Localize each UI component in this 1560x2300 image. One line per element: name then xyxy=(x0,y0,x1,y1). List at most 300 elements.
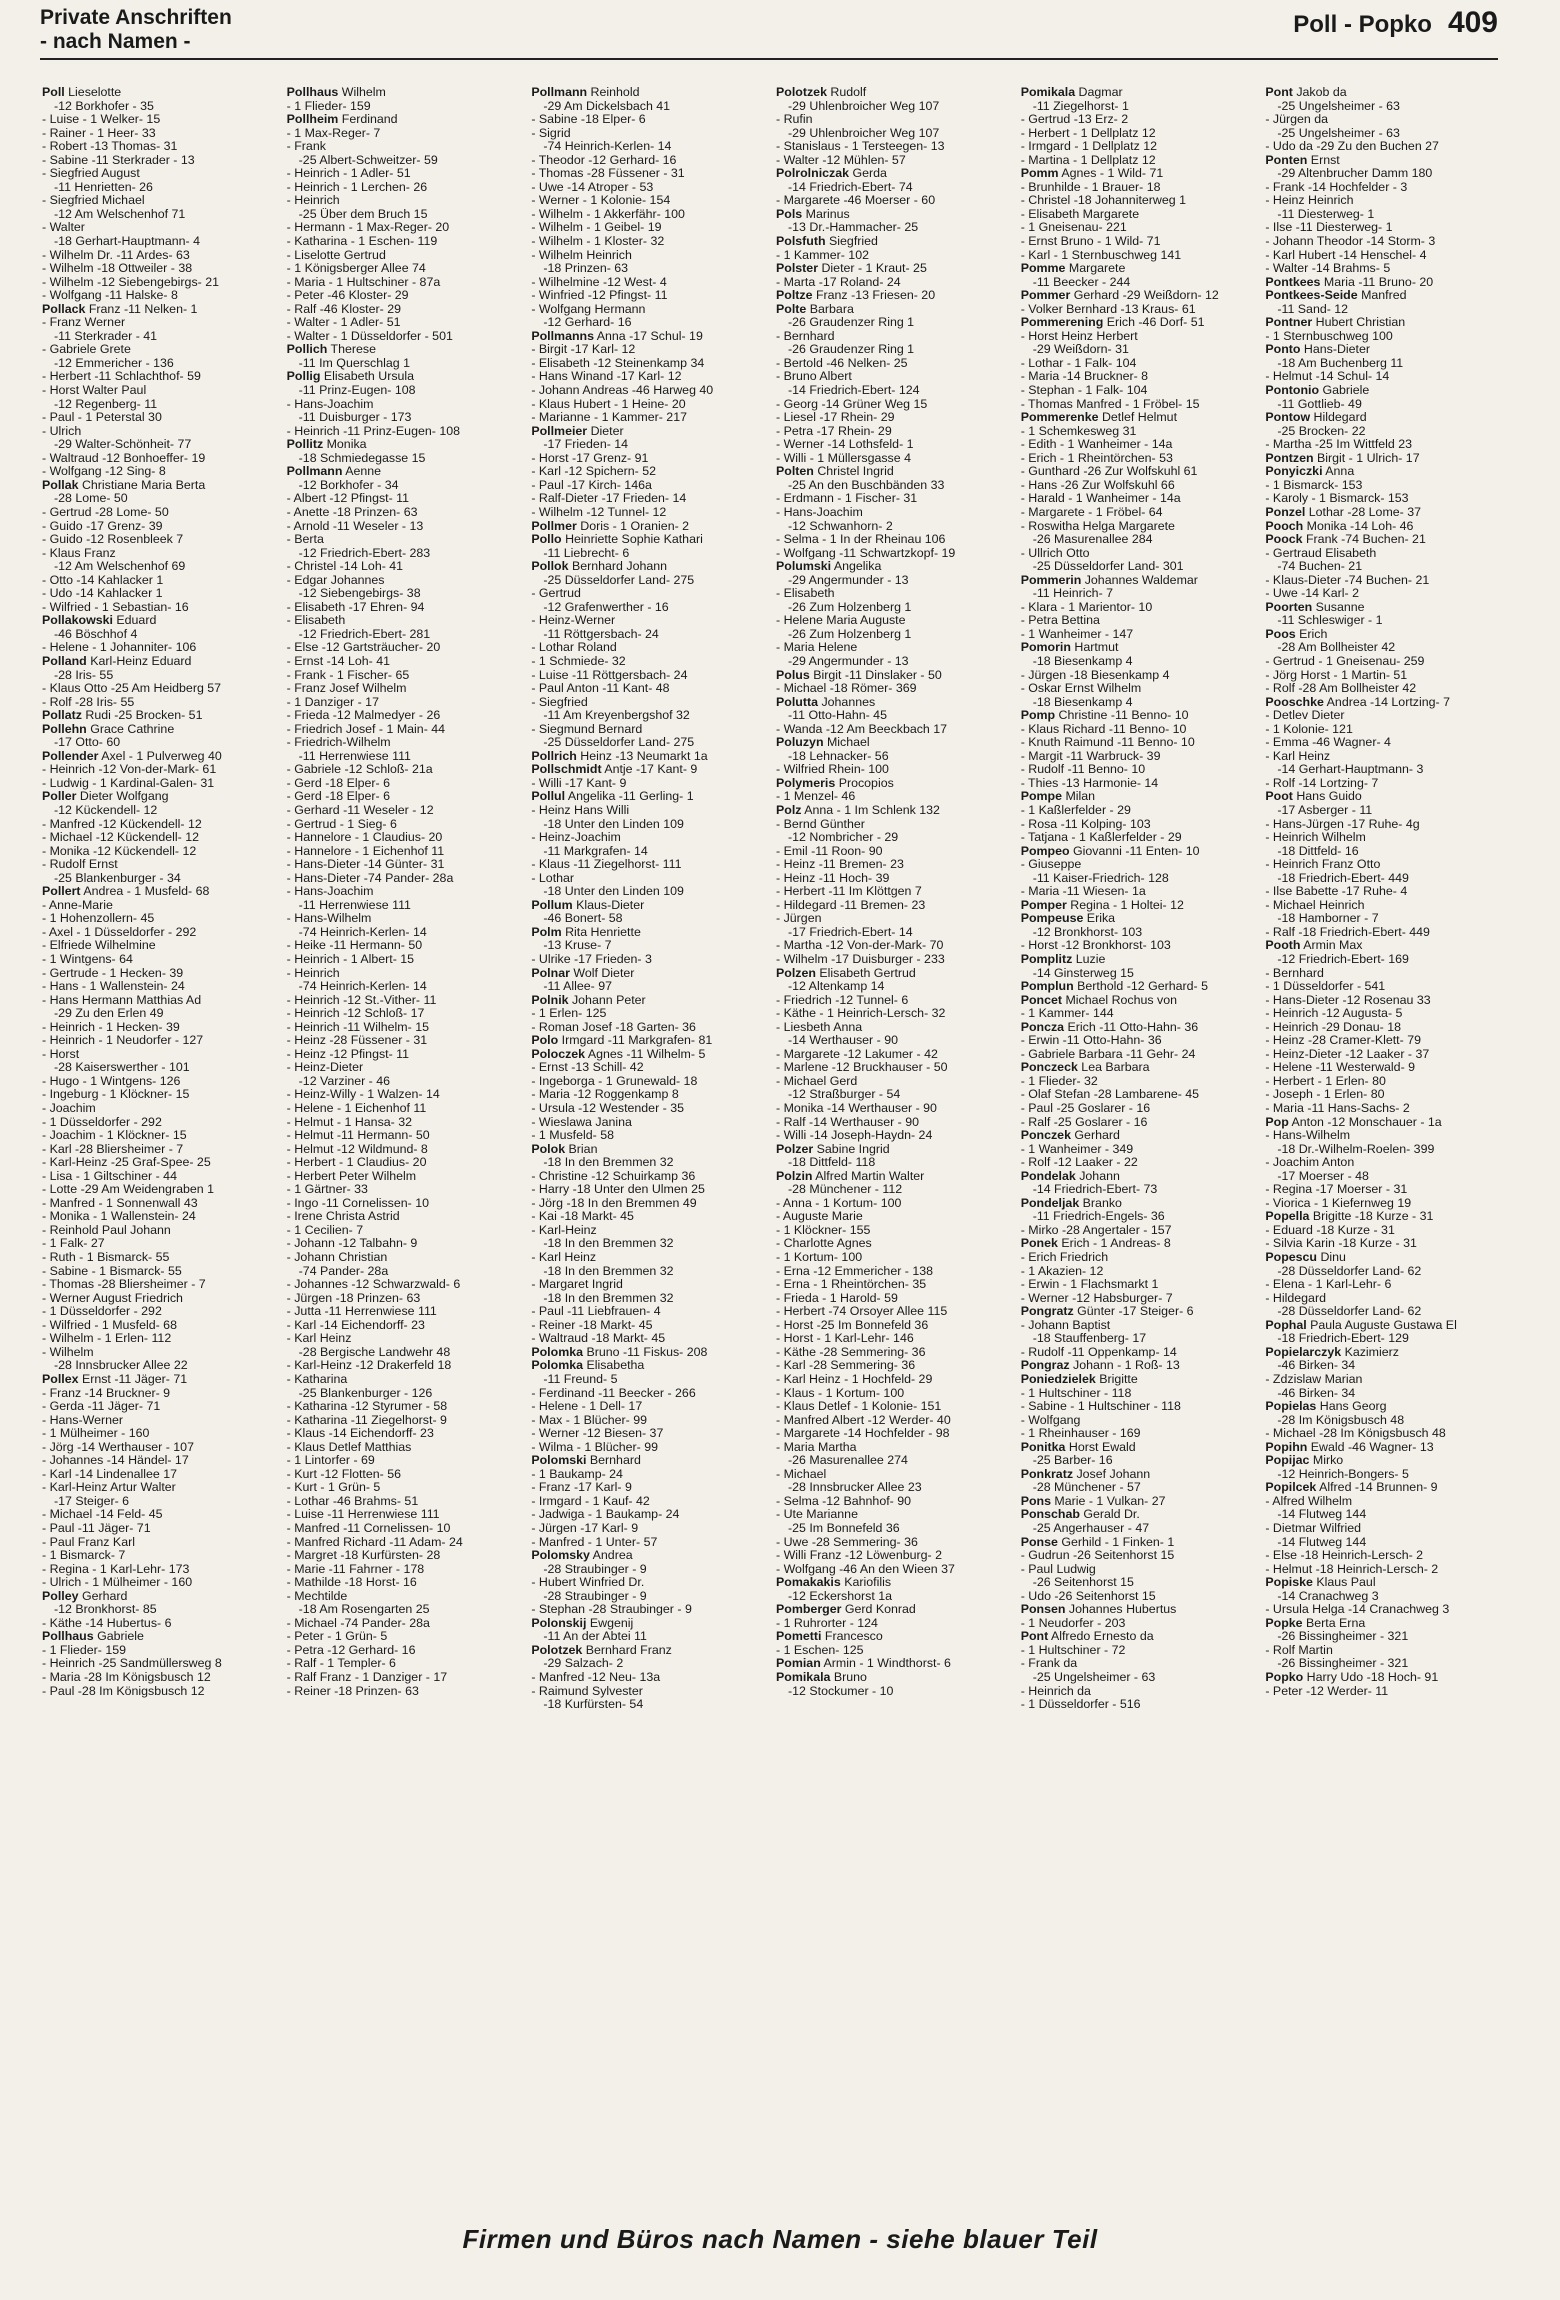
directory-entry: -14 Friedrich-Ebert- 74 xyxy=(788,180,913,194)
directory-entry: - Ferdinand -11 Beecker - 266 xyxy=(531,1386,696,1400)
directory-entry: - Heinz-Joachim xyxy=(531,831,621,845)
directory-entry: - Petra Bettina xyxy=(1020,614,1100,628)
surname: Pollo xyxy=(531,533,562,547)
directory-entry: - Detlev Dieter xyxy=(1265,709,1345,723)
directory-entry: - Werner -14 Lothsfeld- 1 xyxy=(776,438,914,452)
entry-details: Johann Peter xyxy=(568,993,646,1007)
directory-entry: -25 Düsseldorfer Land- 301 xyxy=(1032,560,1184,574)
entry-details: Hartmut xyxy=(1070,641,1119,655)
directory-entry xyxy=(42,86,277,100)
surname: Ponten xyxy=(1265,153,1308,167)
directory-entry: - 1 Eschen- 125 xyxy=(776,1643,864,1657)
directory-entry: - Jürgen da xyxy=(1265,113,1329,127)
directory-entry: - Heinrich -11 Wilhelm- 15 xyxy=(286,1020,429,1034)
surname: Pomikala xyxy=(776,1670,831,1684)
directory-entry: - Lothar -46 Brahms- 51 xyxy=(286,1494,419,1508)
directory-entry xyxy=(531,1048,766,1062)
surname: Pomakakis xyxy=(776,1576,841,1590)
directory-entry: - 1 Mülheimer - 160 xyxy=(42,1427,150,1441)
directory-entry: -18 Gerhart-Hauptmann- 4 xyxy=(54,235,201,249)
directory-entry xyxy=(287,370,522,384)
entry-details: Michael xyxy=(823,736,870,750)
directory-entry: - Joachim Anton xyxy=(1265,1156,1355,1170)
entry-details: Johannes Waldemar xyxy=(1081,573,1198,587)
directory-entry: -11 Allee- 97 xyxy=(543,980,612,994)
surname: Polonskij xyxy=(531,1616,587,1630)
directory-entry: - Giuseppe xyxy=(1020,858,1082,872)
directory-entry xyxy=(1265,1671,1500,1685)
entry-details: Luzie xyxy=(1072,953,1106,966)
page-header-right xyxy=(1293,6,1498,40)
entry-details: Regina - 1 Holtei- 12 xyxy=(1066,898,1184,912)
directory-entry: -12 Bronkhorst- 103 xyxy=(1032,925,1143,939)
directory-entry: - Siegmund Bernard xyxy=(531,722,643,736)
directory-entry: - Theodor -12 Gerhard- 16 xyxy=(531,153,677,167)
directory-entry: - Thomas -28 Bliersheimer - 7 xyxy=(42,1278,206,1292)
directory-entry: - Stephan -28 Straubinger - 9 xyxy=(531,1603,692,1617)
directory-entry: - Gertrud -28 Lome- 50 xyxy=(42,505,169,519)
directory-entry: - Wilhelm - 1 Kloster- 32 xyxy=(531,235,665,249)
directory-entry: - Monika -12 Kückendell- 12 xyxy=(42,844,197,858)
directory-entry xyxy=(776,736,1011,750)
directory-entry: - Selma - 1 In der Rheinau 106 xyxy=(776,533,946,547)
directory-entry: - Ralf Franz - 1 Danziger - 17 xyxy=(286,1670,448,1684)
directory-entry: -12 Am Welschenhof 71 xyxy=(54,207,186,221)
directory-entry: - Wilhelm - 1 Erlen- 112 xyxy=(42,1332,172,1346)
directory-entry: - 1 Kammer- 102 xyxy=(776,248,869,262)
directory-entry xyxy=(1021,1129,1256,1143)
directory-entry: - Hans-Jürgen -17 Ruhe- 4g xyxy=(1265,817,1420,831)
directory-entry: - Heinrich da xyxy=(1020,1684,1091,1698)
entry-details: Erich -11 Otto-Hahn- 36 xyxy=(1064,1020,1199,1034)
surname: Pontkees-Seide xyxy=(1265,289,1358,303)
entry-details: Ferdinand xyxy=(338,113,398,127)
directory-entry: - Marta -17 Roland- 24 xyxy=(776,275,901,289)
surname: Pomper xyxy=(1020,898,1067,912)
directory-entry: - Gunthard -26 Zur Wolfskuhl 61 xyxy=(1020,465,1198,479)
directory-entry: - Karl Heinz xyxy=(1265,749,1331,763)
directory-entry: -18 Stauffenberg- 17 xyxy=(1032,1332,1147,1346)
directory-entry: -12 Emmericher - 136 xyxy=(54,356,174,370)
directory-entry: - Stephan - 1 Falk- 104 xyxy=(1020,384,1148,398)
directory-entry xyxy=(1265,1116,1500,1130)
directory-entry xyxy=(776,1657,1011,1671)
directory-entry: - Wolfgang -46 An den Wieen 37 xyxy=(776,1562,955,1576)
directory-entry: - Harry -18 Unter den Ulmen 25 xyxy=(531,1183,705,1197)
directory-entry: - Mirko -28 Angertaler - 157 xyxy=(1020,1223,1172,1237)
directory-entry: - Guido -12 Rosenbleek 7 xyxy=(42,533,184,547)
directory-entry: -11 Schleswiger - 1 xyxy=(1277,614,1383,628)
directory-entry: - Willi - 1 Müllersgasse 4 xyxy=(776,451,911,465)
directory-entry: - Michael Gerd xyxy=(776,1074,858,1088)
surname: Polutta xyxy=(776,695,819,709)
directory-entry: -11 Kaiser-Friedrich- 128 xyxy=(1032,871,1169,885)
entry-details: Erika xyxy=(1083,912,1116,926)
entry-details: Sabine Ingrid xyxy=(813,1142,890,1156)
directory-entry: -18 Biesenkamp 4 xyxy=(1032,654,1133,668)
directory-entry xyxy=(42,655,277,669)
entry-details: Susanne xyxy=(1312,600,1365,614)
directory-entry: - Käthe -14 Hubertus- 6 xyxy=(42,1616,172,1630)
directory-entry: -11 Im Querschlag 1 xyxy=(298,356,411,370)
surname: Poll xyxy=(42,86,65,99)
directory-entry: -28 Düsseldorfer Land- 62 xyxy=(1277,1264,1422,1278)
directory-entry: - Martha -25 Im Wittfeld 23 xyxy=(1265,438,1413,452)
directory-entry: - 1 Akazien- 12 xyxy=(1020,1264,1104,1278)
directory-entry: - 1 Ruhrorter - 124 xyxy=(776,1616,878,1630)
directory-entry: - Hildegard -11 Bremen- 23 xyxy=(776,898,926,912)
directory-entry: - Käthe -28 Semmering- 36 xyxy=(776,1345,926,1359)
directory-entry: - Ruth - 1 Bismarck- 55 xyxy=(42,1251,170,1265)
directory-entry: -12 Varziner - 46 xyxy=(298,1074,391,1088)
surname: Polz xyxy=(776,803,802,817)
entry-details: Anna xyxy=(1322,465,1355,479)
directory-entry: -18 Am Rosengarten 25 xyxy=(298,1603,430,1617)
directory-entry: - Ingeburg - 1 Klöckner- 15 xyxy=(42,1088,190,1102)
directory-entry: - Frank xyxy=(286,140,326,154)
directory-entry xyxy=(42,723,277,737)
entry-details: Wilhelm xyxy=(338,86,386,99)
directory-entry: -11 Sand- 12 xyxy=(1277,302,1349,316)
directory-entry: - Paul -17 Kirch- 146a xyxy=(531,478,652,492)
directory-entry: - Hannelore - 1 Claudius- 20 xyxy=(286,831,443,845)
listing-column xyxy=(531,86,766,2196)
directory-entry: - Ralf -18 Friedrich-Ebert- 449 xyxy=(1265,925,1430,939)
directory-entry: - 1 Flieder- 32 xyxy=(1020,1074,1098,1088)
directory-entry: - Auguste Marie xyxy=(776,1210,863,1224)
directory-entry: - Heinz Hans Willi xyxy=(531,803,630,817)
directory-entry: - Manfred - 1 Sonnenwall 43 xyxy=(42,1196,198,1210)
entry-details: Johann - 1 Roß- 13 xyxy=(1069,1359,1180,1373)
directory-entry: - Irmgard - 1 Dellplatz 12 xyxy=(1020,140,1158,154)
surname: Pontzen xyxy=(1265,451,1314,465)
directory-entry: -18 Am Buchenberg 11 xyxy=(1277,356,1404,370)
entry-details: Therese xyxy=(327,343,376,357)
directory-entry: -18 Unter den Linden 109 xyxy=(543,817,684,831)
entry-details: Gabriele xyxy=(1319,384,1370,398)
directory-entry: - Franz -14 Bruckner- 9 xyxy=(42,1386,171,1400)
entry-details: Siegfried xyxy=(825,235,878,249)
directory-entry: - Klara - 1 Marientor- 10 xyxy=(1020,600,1153,614)
directory-entry: - Bernd Günther xyxy=(776,817,865,831)
directory-entry: - Paul Ludwig xyxy=(1020,1562,1096,1576)
directory-entry: - 1 Düsseldorfer - 516 xyxy=(1020,1698,1141,1712)
directory-entry: - Rosa -11 Kolping- 103 xyxy=(1020,817,1151,831)
directory-entry: -14 Ginsterweg 15 xyxy=(1032,966,1134,980)
directory-entry: - Karl-Heinz Artur Walter xyxy=(42,1481,176,1495)
directory-entry: - Hans -26 Zur Wolfskuhl 66 xyxy=(1020,478,1175,492)
directory-entry: - Michael xyxy=(776,1467,827,1481)
directory-entry: -28 Düsseldorfer Land- 62 xyxy=(1277,1305,1422,1319)
directory-entry: -11 Duisburger - 173 xyxy=(298,411,412,425)
entry-details: Lieselotte xyxy=(64,86,122,99)
surname: Pollack xyxy=(42,302,86,316)
directory-entry xyxy=(1265,276,1500,290)
entry-details: Ernst -11 Jäger- 71 xyxy=(78,1372,188,1386)
entry-details: Alfred -14 Brunnen- 9 xyxy=(1316,1481,1438,1495)
directory-entry xyxy=(1265,1251,1500,1265)
directory-entry xyxy=(1021,709,1256,723)
directory-entry: -28 Straubinger - 9 xyxy=(543,1589,647,1603)
entry-details: Hildegard xyxy=(1310,411,1367,425)
surname: Pompeo xyxy=(1020,844,1070,858)
directory-entry: - Heinz -11 Hoch- 39 xyxy=(776,871,890,885)
directory-entry xyxy=(1021,953,1256,967)
directory-entry: -12 Friedrich-Ebert- 169 xyxy=(1277,953,1409,966)
directory-entry: - Ralf-Dieter -17 Frieden- 14 xyxy=(531,492,687,506)
directory-entry: -26 Zum Holzenberg 1 xyxy=(788,627,912,641)
surname: Pommerenke xyxy=(1020,411,1099,425)
directory-entry xyxy=(42,1630,277,1644)
directory-entry: -11 Ziegelhorst- 1 xyxy=(1032,99,1129,113)
directory-entry: - Otto -14 Kahlacker 1 xyxy=(42,573,164,587)
directory-entry: -29 Angermunder - 13 xyxy=(788,573,909,587)
surname: Poller xyxy=(42,790,77,804)
listing-column xyxy=(287,86,522,2196)
directory-entry: -26 Seitenhorst 15 xyxy=(1032,1576,1134,1590)
directory-entry: - 1 Musfeld- 58 xyxy=(531,1129,614,1143)
directory-entry: - Ulrike -17 Frieden- 3 xyxy=(531,953,652,966)
directory-entry xyxy=(1021,641,1256,655)
directory-entry: - Roswitha Helga Margarete xyxy=(1020,519,1175,533)
surname: Pommerin xyxy=(1020,573,1082,587)
directory-entry: - Joachim xyxy=(42,1102,96,1116)
directory-entry xyxy=(1021,1237,1256,1251)
directory-entry: - Helene - 1 Eichenhof 11 xyxy=(286,1102,427,1116)
directory-entry xyxy=(1021,262,1256,276)
directory-entry: - Rainer - 1 Heer- 33 xyxy=(42,126,156,140)
directory-entry: - Michael Heinrich xyxy=(1265,898,1365,912)
surname: Polsfuth xyxy=(776,235,826,249)
surname: Pomberger xyxy=(776,1603,842,1617)
directory-entry: - Horst - 1 Karl-Lehr- 146 xyxy=(776,1332,914,1346)
entry-details: Hans Georg xyxy=(1316,1400,1387,1414)
entry-details: Dieter Wolfgang xyxy=(76,790,169,804)
directory-entry: - Arnold -11 Weseler - 13 xyxy=(286,519,424,533)
directory-entry: -14 Friedrich-Ebert- 73 xyxy=(1032,1183,1158,1197)
section-title xyxy=(40,6,232,54)
entry-details: Monika xyxy=(323,438,367,452)
directory-entry: - Elena - 1 Karl-Lehr- 6 xyxy=(1265,1278,1392,1292)
entry-details: Rudolf xyxy=(826,86,867,99)
directory-entry: - Walter - 1 Adler- 51 xyxy=(286,316,401,330)
directory-entry xyxy=(776,696,1011,710)
directory-entry: -11 Gottlieb- 49 xyxy=(1277,397,1362,411)
surname: Pontow xyxy=(1265,411,1311,425)
directory-entry: - Reinhold Paul Johann xyxy=(42,1223,171,1237)
directory-entry: - Hans Hermann Matthias Ad xyxy=(42,993,202,1007)
directory-entry: - Ullrich Otto xyxy=(1020,546,1090,560)
directory-entry: -26 Graudenzer Ring 1 xyxy=(788,343,915,357)
directory-entry: -25 Albert-Schweitzer- 59 xyxy=(298,153,438,167)
entry-details: Brigitte -18 Kurze - 31 xyxy=(1309,1210,1434,1224)
directory-entry: - Karl -14 Eichendorff- 23 xyxy=(286,1318,425,1332)
directory-entry: - Willi -14 Joseph-Haydn- 24 xyxy=(776,1129,933,1143)
entry-details: Paula Auguste Gustawa El xyxy=(1306,1318,1457,1332)
directory-entry: - Karl-Heinz -25 Graf-Spee- 25 xyxy=(42,1156,211,1170)
directory-entry: - Waltraud -12 Bonhoeffer- 19 xyxy=(42,451,206,465)
directory-entry: - Albert -12 Pfingst- 11 xyxy=(286,492,410,506)
directory-entry: - Ralf -14 Werthauser - 90 xyxy=(776,1115,920,1129)
entry-details: Gerd Konrad xyxy=(841,1603,916,1617)
directory-entry: - Georg -14 Grüner Weg 15 xyxy=(776,397,928,411)
directory-entry: -74 Buchen- 21 xyxy=(1277,560,1363,574)
directory-entry: - Wilhelm -12 Tunnel- 12 xyxy=(531,505,667,519)
surname: Popihn xyxy=(1265,1440,1308,1454)
directory-entry xyxy=(1021,1061,1256,1075)
directory-entry: - Heinrich xyxy=(286,966,340,980)
directory-entry: - Ludwig - 1 Kardinal-Galen- 31 xyxy=(42,776,215,790)
directory-entry xyxy=(776,967,1011,981)
directory-entry: - Wilhelm Dr. -11 Ardes- 63 xyxy=(42,248,190,262)
directory-entry: - Heinz -28 Cramer-Klett- 79 xyxy=(1265,1034,1421,1048)
directory-entry xyxy=(776,235,1011,249)
directory-entry: -28 Straubinger - 9 xyxy=(543,1562,647,1576)
directory-entry: - Manfred -12 Neu- 13a xyxy=(531,1670,661,1684)
directory-entry xyxy=(776,262,1011,276)
entry-details: Eduard xyxy=(112,614,157,628)
listing-column xyxy=(776,86,1011,2196)
directory-entry: - Frieda -12 Malmedyer - 26 xyxy=(286,709,441,723)
directory-entry: - Sigrid xyxy=(531,126,571,140)
directory-entry: -12 Grafenwerther - 16 xyxy=(543,600,669,614)
directory-entry: - Walter xyxy=(42,221,85,235)
directory-entry: - Käthe - 1 Heinrich-Lersch- 32 xyxy=(776,1007,946,1021)
directory-entry: - 1 Schmiede- 32 xyxy=(531,654,626,668)
surname: Polomsky xyxy=(531,1549,590,1563)
entry-details: Marie - 1 Vulkan- 27 xyxy=(1050,1494,1166,1508)
directory-entry: - Uwe -28 Semmering- 36 xyxy=(776,1535,918,1549)
directory-entry xyxy=(531,1644,766,1658)
directory-entry xyxy=(42,614,277,628)
directory-entry: -29 Walter-Schönheit- 77 xyxy=(54,438,192,452)
directory-entry: - Jürgen xyxy=(776,912,822,926)
directory-entry: - Klaus Detlef - 1 Kolonie- 151 xyxy=(776,1400,942,1414)
directory-entry xyxy=(531,899,766,913)
directory-entry: - Heinz -11 Bremen- 23 xyxy=(776,858,904,872)
surname: Popielas xyxy=(1265,1400,1317,1414)
entry-details: Johann xyxy=(1075,1169,1120,1183)
directory-entry: -17 Moerser - 48 xyxy=(1277,1169,1369,1183)
directory-entry: - Willi Franz -12 Löwenburg- 2 xyxy=(776,1549,942,1563)
directory-entry: - Peter -46 Kloster- 29 xyxy=(286,289,409,303)
surname: Pompeuse xyxy=(1020,912,1084,926)
directory-entry: - Gertrud xyxy=(531,587,581,601)
directory-entry: - Karl Heinz xyxy=(286,1332,352,1346)
directory-entry: - 1 Schemkesweg 31 xyxy=(1020,424,1137,438)
directory-entry: - Willi -17 Kant- 9 xyxy=(531,776,627,790)
directory-entry: - Harald - 1 Wanheimer - 14a xyxy=(1020,492,1181,506)
entry-details: Dieter - 1 Kraut- 25 xyxy=(818,262,927,276)
directory-entry: - Heinrich xyxy=(286,194,340,208)
directory-entry: - Lisa - 1 Giltschiner - 44 xyxy=(42,1169,177,1183)
directory-entry: - Herbert - 1 Claudius- 20 xyxy=(286,1156,427,1170)
directory-entry xyxy=(1021,1603,1256,1617)
directory-entry xyxy=(1265,384,1500,398)
entry-details: Gerhard xyxy=(78,1589,128,1603)
name-range: Poll - Popko xyxy=(1293,11,1432,38)
directory-entry: -11 Otto-Hahn- 45 xyxy=(788,709,887,723)
directory-entry: - Wilhelm - 1 Geibel- 19 xyxy=(531,221,662,235)
surname: Pollakowski xyxy=(42,614,113,628)
directory-entry: -25 Blankenburger - 126 xyxy=(298,1386,433,1400)
surname: Pollschmidt xyxy=(531,763,602,777)
directory-entry: - Frank - 1 Fischer- 65 xyxy=(286,668,410,682)
directory-entry: - Hans-Joachim xyxy=(776,505,863,519)
surname: Pollex xyxy=(42,1372,79,1386)
surname: Poniedzielek xyxy=(1020,1372,1096,1386)
directory-entry: - Thies -13 Harmonie- 14 xyxy=(1020,776,1159,790)
surname: Polzin xyxy=(776,1169,813,1183)
directory-entry: - Gabriele -12 Schloß- 21a xyxy=(286,763,433,777)
surname: Polotzek xyxy=(531,1643,583,1657)
directory-entry: - Berta xyxy=(286,533,324,547)
surname: Polomski xyxy=(531,1454,587,1468)
directory-entry: -11 Friedrich-Engels- 36 xyxy=(1032,1210,1165,1224)
surname: Polomka xyxy=(531,1359,583,1373)
directory-entry: -25 Düsseldorfer Land- 275 xyxy=(543,736,695,750)
directory-entry: -11 Liebrecht- 6 xyxy=(543,546,630,560)
surname: Pometti xyxy=(776,1630,822,1644)
directory-entry xyxy=(776,1143,1011,1157)
footer-note: Firmen und Büros nach Namen - siehe blauer Teil xyxy=(462,2224,1098,2254)
surname: Polland xyxy=(42,654,87,668)
directory-entry xyxy=(1265,790,1500,804)
entry-details: Gerda xyxy=(849,167,887,181)
directory-entry: -17 Asberger - 11 xyxy=(1277,803,1373,817)
directory-entry: - Katharina - 1 Eschen- 119 xyxy=(286,235,438,249)
directory-entry xyxy=(531,790,766,804)
directory-entry: - Erwin - 1 Flachsmarkt 1 xyxy=(1020,1278,1159,1292)
directory-entry: - 1 Kaßlerfelder - 29 xyxy=(1020,803,1131,817)
directory-entry: - Ralf - 1 Templer- 6 xyxy=(286,1657,396,1671)
entry-details: Gerhard xyxy=(1070,1129,1120,1143)
entry-details: Michael Rochus von xyxy=(1062,993,1178,1007)
entry-details: Alfred Martin Walter xyxy=(812,1169,925,1183)
directory-entry xyxy=(776,1630,1011,1644)
directory-entry xyxy=(776,669,1011,683)
directory-entry: - Martina - 1 Dellplatz 12 xyxy=(1020,153,1156,167)
directory-entry: - Heinrich Franz Otto xyxy=(1265,858,1381,872)
directory-entry: -12 Friedrich-Ebert- 283 xyxy=(298,546,431,560)
directory-entry xyxy=(776,208,1011,222)
entry-details: Jakob da xyxy=(1292,86,1347,99)
directory-entry: - Maria Martha xyxy=(776,1440,857,1454)
directory-entry: - Ernst -13 Schill- 42 xyxy=(531,1061,644,1075)
directory-entry: - Ralf -46 Kloster- 29 xyxy=(286,302,401,316)
directory-entry: -28 Münchener - 112 xyxy=(788,1183,903,1197)
directory-entry: - Michael -12 Kückendell- 12 xyxy=(42,831,200,845)
directory-entry: -12 Gerhard- 16 xyxy=(543,316,632,330)
entry-details: Klaus-Dieter xyxy=(572,898,645,912)
listing-column xyxy=(42,86,277,2196)
directory-entry: - Tatjana - 1 Kaßlerfelder - 29 xyxy=(1020,831,1182,845)
surname: Pollhaus xyxy=(286,86,339,99)
directory-entry: -12 Nombricher - 29 xyxy=(788,831,899,845)
directory-entry: - Klaus Detlef Matthias xyxy=(286,1440,412,1454)
directory-entry xyxy=(1021,1441,1256,1455)
directory-entry: -29 Salzach- 2 xyxy=(543,1657,624,1671)
directory-entry: - Hermann - 1 Max-Reger- 20 xyxy=(286,221,450,235)
directory-entry: - Erwin -11 Otto-Hahn- 36 xyxy=(1020,1034,1162,1048)
directory-entry: - Gerd -18 Elper- 6 xyxy=(286,776,390,790)
directory-entry: - Wilhelm -17 Duisburger - 233 xyxy=(776,953,945,966)
entry-details: Franz -11 Nelken- 1 xyxy=(85,302,198,316)
entry-details: Margarete xyxy=(1065,262,1126,276)
entry-details: Christel Ingrid xyxy=(813,465,894,479)
directory-entry: - Marlene -12 Bruckhauser - 50 xyxy=(776,1061,948,1075)
surname: Pomikala xyxy=(1020,86,1076,99)
